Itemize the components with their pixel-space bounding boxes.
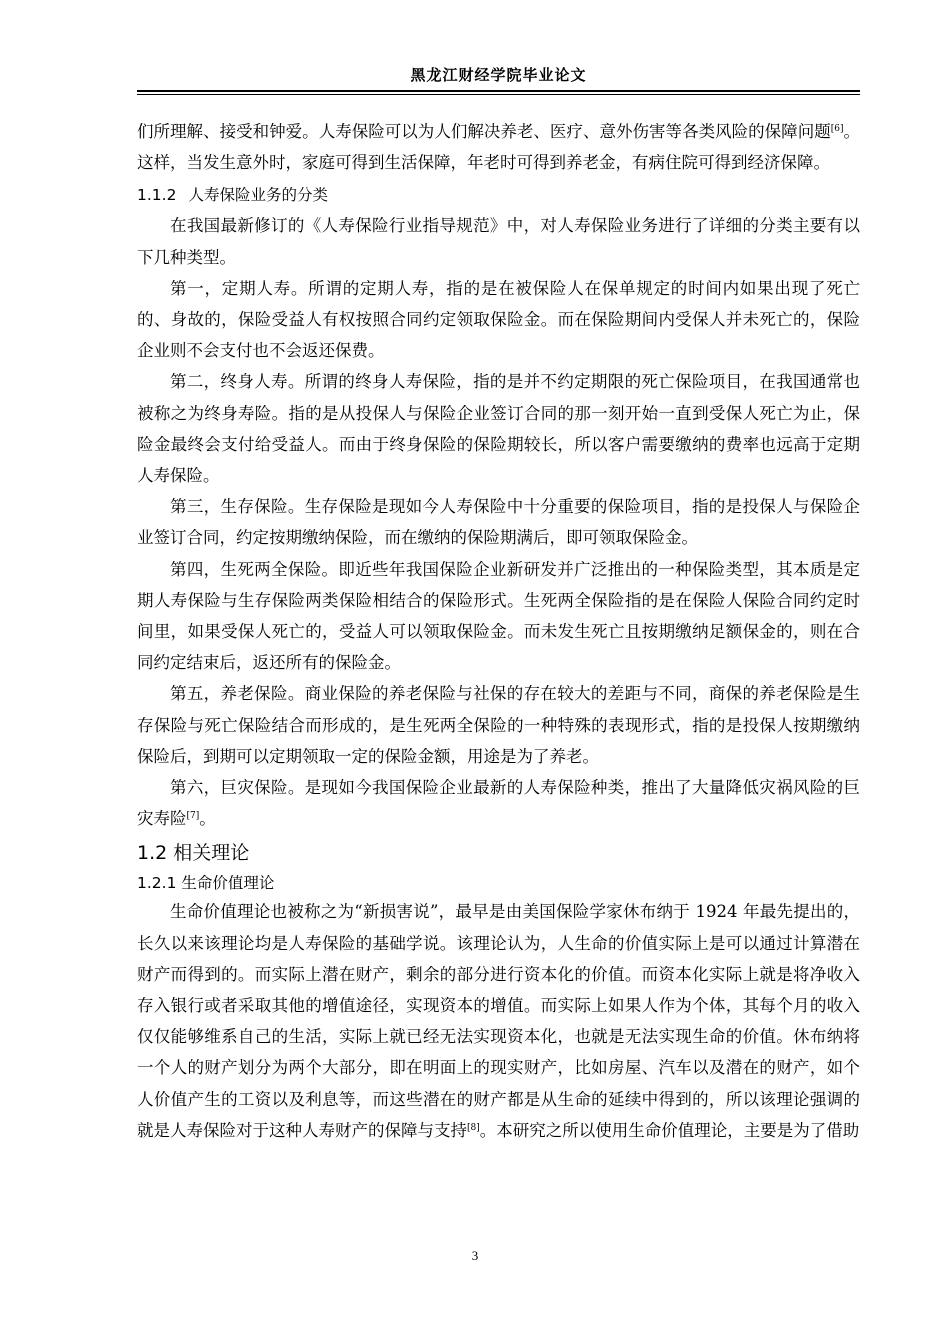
paragraph-continued: 们所理解、接受和钟爱。人寿保险可以为人们解决养老、医疗、意外伤害等各类风险的保障问题[6]。这样，当发生意外时，家庭可得到生活保障，年老时可得到养老金，有病住院可得到经济保障。 [137,122,861,173]
body-text [137,116,860,1146]
paragraph: 第五，养老保险。商业保险的养老保险与社保的存在较大的差距与不同，商保的养老保险是生存保险与死亡保险结合而形成的，是生死两全保险的一种特殊的表现形式，指的是投保人按期缴纳保险后，到期可以定期领取一定的保险金额，用途是为了养老。 [137,684,860,766]
citation: [6] [830,124,844,134]
page-number: 3 [471,1248,479,1263]
section-heading-1-2-1: 1.2.1 生命价值理论 [137,874,275,893]
section-heading-1-2: 1.2 相关理论 [137,842,250,865]
paragraph: 第一，定期人寿。所谓的定期人寿，指的是在被保险人在保单规定的时间内如果出现了死亡的、身故的，保险受益人有权按照合同约定领取保险金。而在保险期间内受保人并未死亡的，保险企业则不会支付也不会返还保费。 [137,278,860,361]
paragraph: 第三，生存保险。生存保险是现如今人寿保险中十分重要的保险项目，指的是投保人与保险企业签订合同，约定按期缴纳保险，而在缴纳的保险期满后，即可领取保险金。 [137,497,860,548]
running-header: 黑龙江财经学院毕业论文 [410,66,587,84]
paragraph: 在我国最新修订的《人寿保险行业指导规范》中，对人寿保险业务进行了详细的分类主要有以下几种类型。 [137,216,860,267]
header-rule-thick [137,90,860,92]
paragraph: 第四，生死两全保险。即近些年我国保险企业新研发并广泛推出的一种保险类型，其本质是定期人寿保险与生存保险两类保险相结合的保险形式。生死两全保险指的是在保险人保险合同约定时间里，如果受保人死亡的，受益人可以领取保险金。而未发生死亡且按期缴纳足额保金的，则在合同约定结束后，返还所有的保险金。 [137,559,860,673]
section-heading-1-1-2: 1.1.2 人寿保险业务的分类 [137,186,328,205]
paragraph: 第二，终身人寿。所谓的终身人寿保险，指的是并不约定期限的死亡保险项目，在我国通常也被称之为终身寿险。指的是从投保人与保险企业签订合同的那一刻开始一直到受保人死亡为止，保险金最终会支付给受益人。而由于终身保险的保险期较长，所以客户需要缴纳的费率也远高于定期人寿保险。 [137,372,860,486]
citation: [7] [186,811,200,822]
paragraph: 生命价值理论也被称之为“新损害说”，最早是由美国保险学家休布纳于 1924 年最先提出的，长久以来该理论均是人寿保险的基础学说。该理论认为，人生命的价值实际上是可以通过计算潜在财产而得到的。而实际上潜在财产，剩余的部分进行资本化的价值。而资本化实际上就是将净收入存入银行或者采取其他的增值途径，实现资本的增值。而实际上如果人作为个体，其每个月的收入仅仅能够维系自己的生活，实际上就已经无法实现资本化，也就是无法实现生命的价值。休布纳将一个人的财产划分为两个大部分，即在明面上的现实财产，比如房屋、汽车以及潜在的财产，如个人价值产生的工资以及利息等，而这些潜在的财产都是从生命的延续中得到的，所以该理论强调的就是人寿保险对于这种人寿财产的保障与支持[8]。本研究之所以使用生命价值理论，主要是为了借助 [137,902,860,1140]
paragraph: 第六，巨灾保险。是现如今我国保险企业最新的人寿保险种类，推出了大量降低灾祸风险的巨灾寿险[7]。 [137,778,860,829]
header-rule-thin [137,94,860,95]
citation: [8] [467,1122,480,1133]
